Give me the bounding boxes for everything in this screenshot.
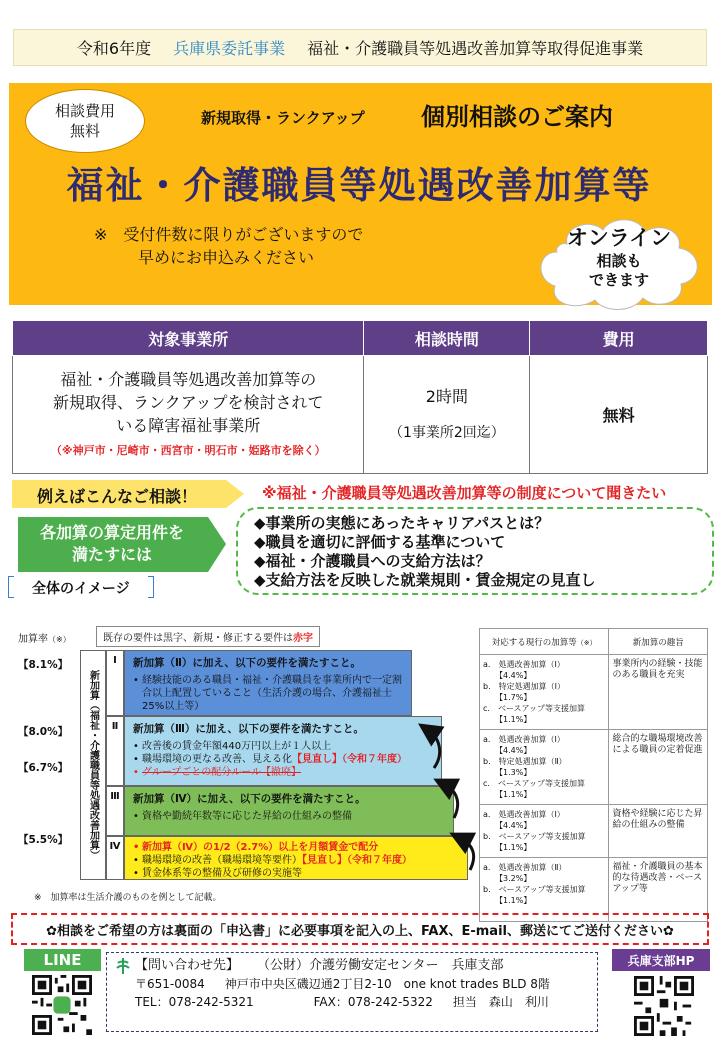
target-cell	[13, 356, 364, 474]
program-title: 福祉・介護職員等処遇改善加算等取得促進事業	[307, 39, 644, 58]
overall-heading-text: 全体のイメージ	[32, 581, 130, 597]
tier-num-4: Ⅳ	[106, 836, 124, 880]
rt-row2-current: a. 処遇改善加算（Ⅰ） 【4.4%】 b. 特定処遇加算（Ⅱ） 【1.3%】 c. ベースアップ等支援加算 【1.1%】	[480, 730, 609, 805]
example-question: ※福祉・介護職員等処遇改善加算等の制度について聞きたい	[262, 484, 667, 502]
hero-subtitle: 新規取得・ランクアップ	[201, 109, 365, 127]
notice-line1: ※ 受付件数に限りがございますので	[94, 225, 364, 244]
fee-cell: 無料	[530, 356, 708, 474]
example-banner	[12, 480, 244, 508]
tier3-item: • 資格や勤続年数等に応じた昇給の仕組みの整備	[133, 810, 445, 823]
rt-row1-purpose: 事業所内の経験・技能のある職員を充実	[609, 655, 708, 730]
header-target: 対象事業所	[13, 321, 364, 356]
consult-item: ◆支給方法を反映した就業規則・賃金規定の見直し	[254, 571, 596, 589]
online-cloud	[533, 214, 705, 314]
top-band	[13, 29, 707, 66]
time-cell	[364, 356, 530, 474]
tier1-item: • 経験技能のある職員・福祉・介護職員を事業所内で一定割合以上配置していること（生活介護の場合、介護福祉士25%以上等）	[133, 674, 403, 713]
fee-bubble-line1: 相談費用	[54, 102, 115, 120]
program-label: 兵庫県委託事業	[173, 39, 286, 58]
consult-list	[236, 507, 714, 595]
free-fee-bubble	[25, 89, 145, 153]
rt-row4-current: a. 処遇改善加算（Ⅱ） 【3.2%】 b. ベースアップ等支援加算 【1.1%】	[480, 858, 609, 922]
legend-note: 既存の要件は黒字、新規・修正する要件は赤字	[96, 626, 320, 647]
tier4-item1: • 新加算（Ⅳ）の1/2（2.7%）以上を月額賃金で配分	[133, 841, 459, 854]
header-fee: 費用	[530, 321, 708, 356]
hp-qr-code[interactable]	[634, 976, 694, 1036]
online-label: オンライン	[566, 226, 672, 250]
tier-num-3: Ⅲ	[106, 786, 124, 836]
tier4-item3: • 賃金体系等の整備及び研修の実施等	[133, 867, 459, 880]
tier3-head: 新加算（Ⅳ）に加え、以下の要件を満たすこと。	[133, 793, 366, 805]
online-sub2: できます	[588, 271, 649, 289]
pct-tier3: 【6.7%】	[18, 762, 69, 774]
staff-name: 担当 森山 利川	[452, 995, 549, 1009]
consult-item: ◆福祉・介護職員への支給方法は？	[254, 552, 491, 570]
tier-2	[124, 716, 442, 786]
tier-diagram	[18, 628, 708, 908]
time-note: （1事業所2回迄）	[388, 424, 505, 441]
tier4-item2: • 職場環境の改善（職場環境等要件）【見直し】（令和７年度）	[133, 854, 459, 867]
tier2-item3: • グループごとの配分ルール【撤廃】	[133, 766, 433, 779]
requirement-line2: 満たすには	[71, 545, 152, 564]
rt-row1-current: a. 処遇改善加算（Ⅰ） 【4.4%】 b. 特定処遇加算（Ⅰ） 【1.7%】 c. ベースアップ等支援加算 【1.1%】	[480, 655, 609, 730]
notice-line2: 早めにお申込みください	[138, 248, 315, 267]
target-line1: 福祉・介護職員等処遇改善加算等の	[60, 369, 317, 389]
tier2-item1: • 改善後の賃金年額440万円以上が１人以上	[133, 740, 433, 753]
organization-logo-icon	[115, 957, 131, 975]
rt-row2-purpose: 総合的な職場環境改善による職員の定着促進	[609, 730, 708, 805]
rt-row4-purpose: 福祉・介護職員の基本的な待遇改善・ベースアップ等	[609, 858, 708, 922]
address: 神戸市中央区磯辺通2丁目2-10 one knot trades BLD 8階	[224, 977, 550, 991]
tier-1	[124, 650, 412, 716]
tier1-head: 新加算（Ⅱ）に加え、以下の要件を満たすこと。	[133, 657, 362, 669]
time-value: 2時間	[425, 386, 468, 406]
tier2-item2: • 職場環境の更なる改善、見える化【見直し】（令和７年度）	[133, 753, 433, 766]
hp-label: 兵庫支部HP	[612, 949, 710, 971]
consult-item: ◆事業所の実態にあったキャリアパスとは？	[254, 514, 550, 532]
organization-name: （公財）介護労働安定センター 兵庫支部	[257, 958, 504, 973]
consult-item: ◆職員を適切に評価する基準について	[254, 533, 506, 551]
rt-row3-purpose: 資格や経験に応じた昇給の仕組みの整備	[609, 805, 708, 858]
pct-tier4: 【5.5%】	[18, 834, 69, 846]
hero-banner	[9, 83, 712, 305]
diagram-footnote: ※ 加算率は生活介護のものを例として記載。	[34, 893, 222, 903]
phone-number[interactable]: TEL：078-242-5321	[135, 995, 254, 1009]
target-line3: いる障害福祉事業所	[116, 415, 261, 435]
pct-tier1: 【8.1%】	[18, 659, 69, 671]
pct-tier2: 【8.0%】	[18, 726, 69, 738]
tier-num-1: Ⅰ	[106, 650, 124, 716]
line-label: LINE	[24, 949, 101, 971]
hero-title: 福祉・介護職員等処遇改善加算等	[66, 164, 652, 207]
inquiry-label: 【問い合わせ先】	[135, 958, 240, 973]
rt-header-purpose: 新加算の趣旨	[609, 629, 708, 655]
fax-number: FAX：078-242-5322	[313, 995, 433, 1009]
postal-code: 〒651-0084	[135, 977, 205, 991]
rt-header-current: 対応する現行の加算等（※）	[480, 629, 609, 655]
hero-heading: 個別相談のご案内	[421, 103, 613, 131]
contact-banner: ✿相談をご希望の方は裏面の「申込書」に必要事項を記入の上、FAX、E-mail、郵送にてご送付ください✿	[11, 913, 709, 945]
overall-image-heading	[8, 578, 140, 598]
tier-num-2: Ⅱ	[106, 716, 124, 786]
header-time: 相談時間	[364, 321, 530, 356]
line-qr-code[interactable]	[32, 975, 92, 1035]
info-table	[12, 320, 708, 474]
requirement-box	[18, 517, 226, 572]
fiscal-year: 令和6年度	[76, 39, 152, 58]
rate-label: 加算率（※）	[18, 634, 71, 645]
side-title: 新加算（福祉・介護職員等処遇改善加算）	[80, 650, 106, 880]
requirement-line1: 各加算の算定用件を	[39, 523, 184, 542]
contact-address	[106, 952, 598, 1032]
current-addition-table	[479, 628, 708, 922]
tier2-head: 新加算（Ⅲ）に加え、以下の要件を満たすこと。	[133, 723, 365, 735]
hero-notice	[94, 223, 363, 269]
example-label: 例えばこんなご相談！	[36, 487, 197, 506]
upgrade-arrows	[398, 698, 478, 878]
fee-bubble-line2: 無料	[69, 122, 100, 140]
rt-row3-current: a. 処遇改善加算（Ⅰ） 【4.4%】 b. ベースアップ等支援加算 【1.1%】	[480, 805, 609, 858]
target-line2: 新規取得、ランクアップを検討されて	[52, 392, 324, 412]
online-sub1: 相談も	[596, 252, 642, 270]
target-note: （※神戸市・尼崎市・西宮市・明石市・姫路市を除く）	[50, 443, 326, 457]
